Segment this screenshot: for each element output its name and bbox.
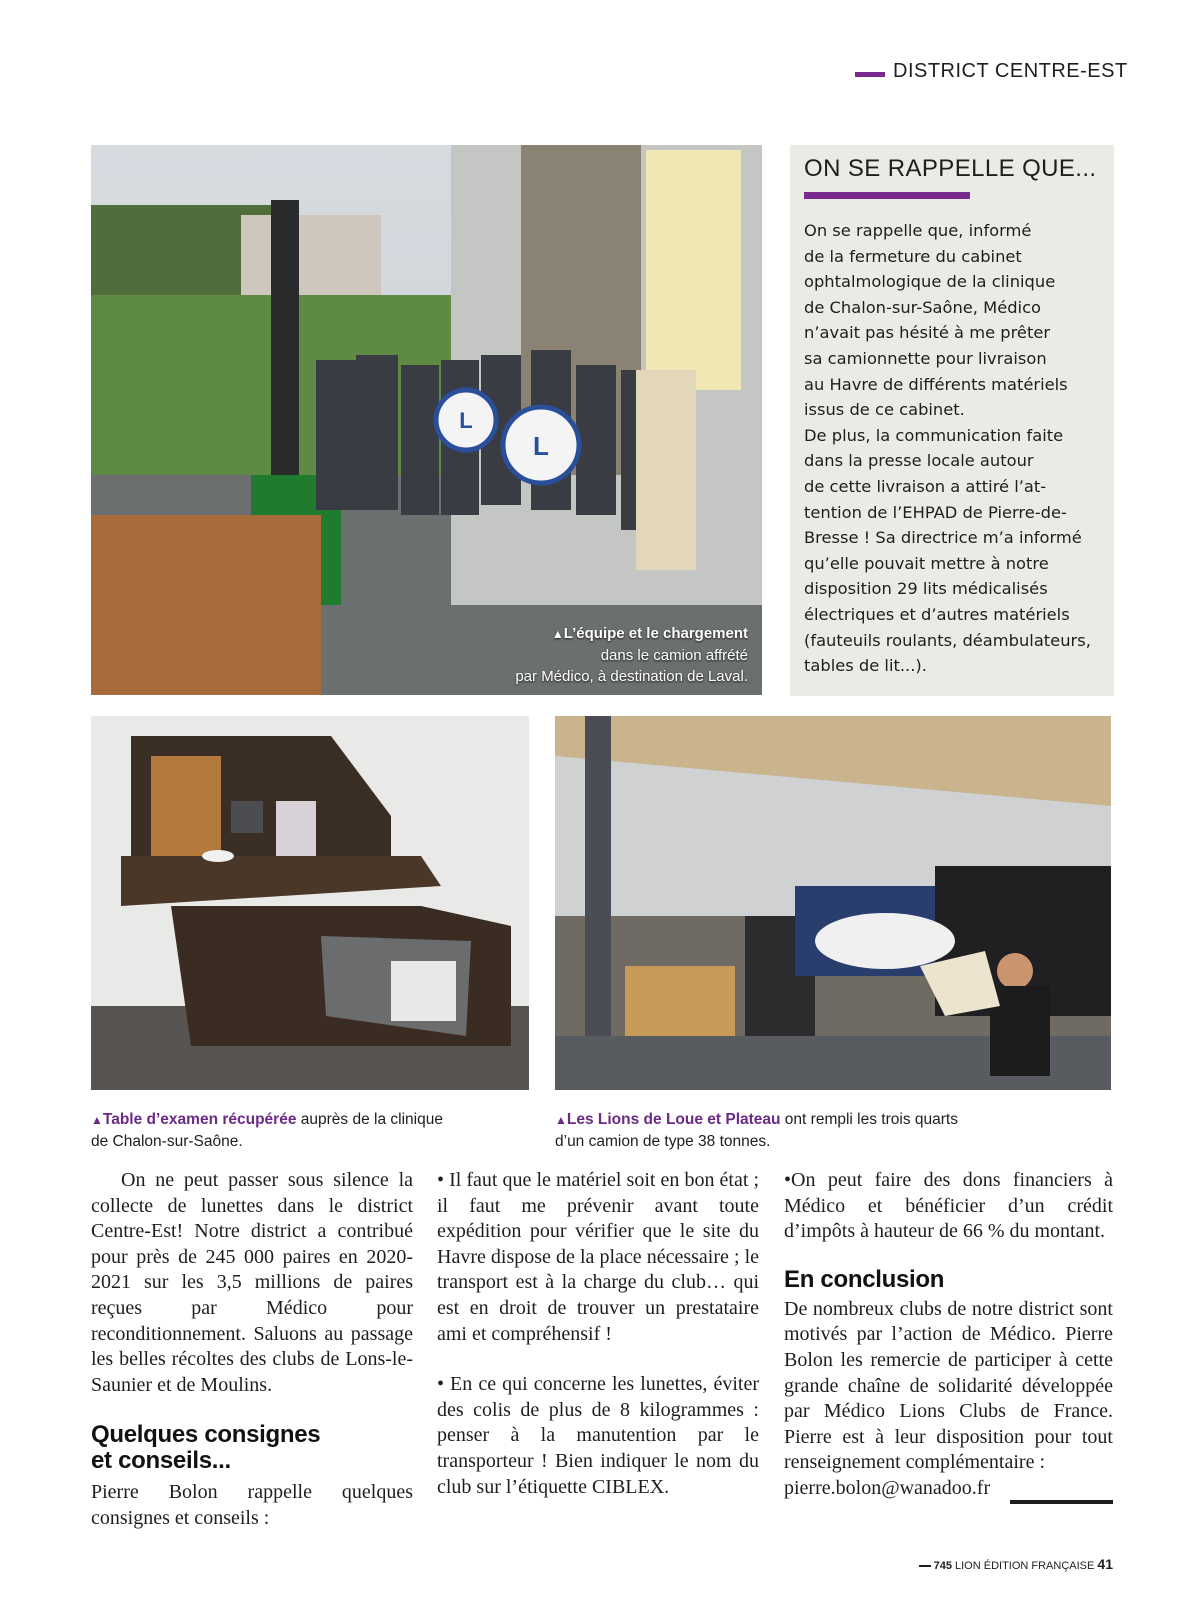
- page-number: 41: [1097, 1556, 1113, 1572]
- end-of-article-rule: [1010, 1500, 1113, 1504]
- truck-loading-photo: [555, 716, 1111, 1090]
- body-paragraph: On ne peut passer sous silence la collecte de lunettes dans le district Centre-Est! Notre district a contribué pour près de 245 000 paires en 2020-2021 sur les 3,5 millions de paires reçues par Médico pour reconditionnement. Saluons au passage les belles récoltes des clubs de Lons-le-Saunier et de Moulins.: [91, 1169, 413, 1396]
- reminder-title: ON SE RAPPELLE QUE...: [804, 155, 1097, 182]
- advice-bullet: • En ce qui concerne les lunettes, éviter des colis de plus de 8 kilogrammes : penser à la manutention par le transporteur ! Bien indiquer le nom du club sur l’étiquette CIBLEX.: [437, 1373, 759, 1498]
- conclusion-paragraph: De nombreux clubs de notre district sont motivés par l’action de Médico. Pierre Bolon les remercie de participer à cette grande chaîne de solidarité développée par Médico Lions Clubs de France. Pierre est à leur disposition pour tout renseignement complémentaire :: [784, 1297, 1113, 1474]
- team-truck-photo: [91, 145, 762, 695]
- title-underline: [804, 192, 970, 199]
- body-paragraph: Pierre Bolon rappelle quelques consignes et conseils :: [91, 1481, 413, 1529]
- reminder-box: [790, 145, 1114, 696]
- examination-table-caption: ▲Table d’examen récupérée auprès de la clinique de Chalon-sur-Saône.: [91, 1111, 443, 1150]
- body-column-1: [91, 1168, 413, 1532]
- truck-loading-caption: ▲Les Lions de Loue et Plateau ont rempli les trois quarts d’un camion de type 38 tonnes.: [555, 1111, 958, 1150]
- examination-table-photo: [91, 716, 529, 1090]
- advice-bullet: • Il faut que le matériel soit en bon état ; il faut me prévenir avant toute expédition pour vérifier que le site du Havre dispose de la place nécessaire ; le transport est à la charge du club… qui est en droit de trouver un prestataire ami et compréhensif !: [437, 1169, 759, 1345]
- page-footer: 745 LION ÉDITION FRANÇAISE 41: [919, 1556, 1113, 1572]
- conclusion-heading: En conclusion: [784, 1265, 945, 1293]
- svg-text:L: L: [533, 431, 549, 461]
- body-column-3: [784, 1168, 1113, 1502]
- contact-email[interactable]: pierre.bolon@wanadoo.fr: [784, 1476, 991, 1499]
- photo-caption: ▲L’équipe et le chargement dans le camion affrété par Médico, à destination de Laval.: [515, 625, 748, 685]
- advice-bullet: •On peut faire des dons financiers à Médico et bénéficier d’un crédit d’impôts à hauteur de 66 % du montant.: [784, 1169, 1113, 1243]
- section-heading: Quelques consignes et conseils...: [91, 1421, 321, 1475]
- section-marker: [855, 72, 885, 77]
- section-title: DISTRICT CENTRE-EST: [893, 60, 1128, 82]
- body-column-2: [437, 1168, 759, 1500]
- reminder-text: On se rappelle que, informé de la fermeture du cabinet ophtalmologique de la clinique de Chalon-sur-Saône, Médico n’avait pas hésité à me prêter sa camionnette pour livraison au Havre de différents matériels issus de ce cabinet. De plus, la communication faite dans la presse locale autour de cette livraison a attiré l’at- tention de l’EHPAD de Pierre-de- Bresse ! Sa directrice m’a informé qu’elle pouvait mettre à notre disposition 29 lits médicalisés électriques et d’autres matériels (fauteuils roulants, déambulateurs, tables de lit...).: [804, 221, 1091, 676]
- footer-dash: [919, 1565, 931, 1567]
- svg-text:L: L: [459, 408, 473, 433]
